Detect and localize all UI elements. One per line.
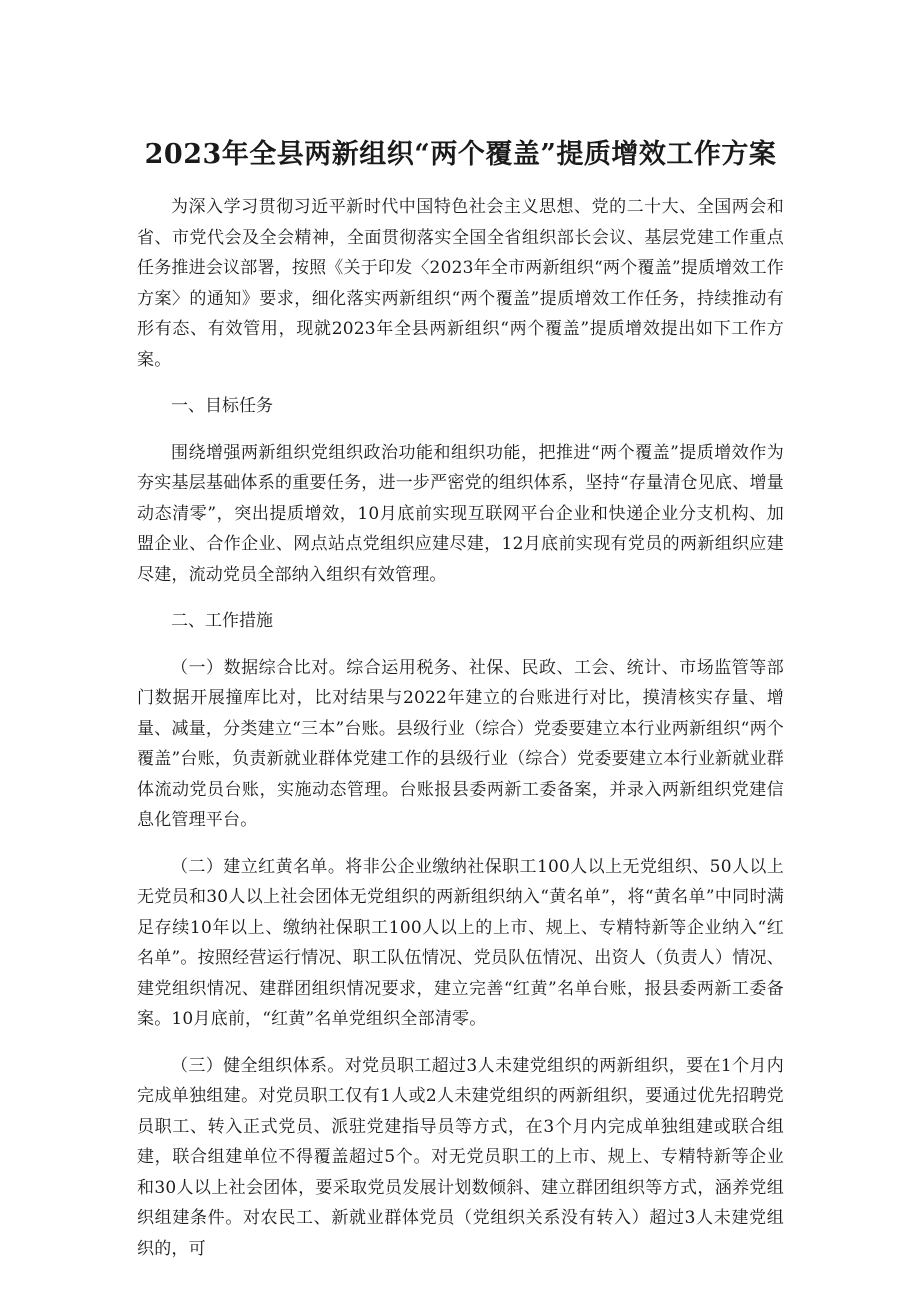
measure-organization-system: （三）健全组织体系。对党员职工超过3人未建党组织的两新组织，要在1个月内完成单独组建。对党员职工仅有1人或2人未建党组织的两新组织，要通过优先招聘党员职工、转入正式党员、派驻党建指导员等方式，在3个月内完成单独组建或联合组建，联合组建单位不得覆盖超过5个。对无党员职工的上市、规上、专精特新等企业和30人以上社会团体，要采取党员发展计划数倾斜、建立群团组织等方式，涵养党组织组建条件。对农民工、新就业群体党员（党组织关系没有转入）超过3人未建党组织的，可 (137, 1055, 784, 1259)
document-title: 2023年全县两新组织“两个覆盖”提质增效工作方案 (144, 139, 777, 170)
intro-paragraph: 为深入学习贯彻习近平新时代中国特色社会主义思想、党的二十大、全国两会和省、市党代会及全会精神，全面贯彻落实全国全省组织部长会议、基层党建工作重点任务推进会议部署，按照《关于印发〈2023年全市两新组织“两个覆盖”提质增效工作方案〉的通知》要求，细化落实两新组织“两个覆盖”提质增效工作任务，持续推动有形有态、有效管用，现就2023年全县两新组织“两个覆盖”提质增效提出如下工作方案。 (137, 197, 784, 370)
measure-data-comparison: （一）数据综合比对。综合运用税务、社保、民政、工会、统计、市场监管等部门数据开展撞库比对，比对结果与2022年建立的台账进行对比，摸清核实存量、增量、减量，分类建立“三本”台账。县级行业（综合）党委要建立本行业两新组织“两个覆盖”台账，负责新就业群体党建工作的县级行业（综合）党委要建立本行业新就业群体流动党员台账，实施动态管理。台账报县委两新工委备案，并录入两新组织党建信息化管理平台。 (137, 657, 784, 830)
goals-paragraph: 围绕增强两新组织党组织政治功能和组织功能，把推进“两个覆盖”提质增效作为夯实基层基础体系的重要任务，进一步严密党的组织体系，坚持“存量清仓见底、增量动态清零”，突出提质增效，10月底前实现互联网平台企业和快递企业分支机构、加盟企业、合作企业、网点站点党组织应建尽建，12月底前实现有党员的两新组织应建尽建，流动党员全部纳入组织有效管理。 (137, 442, 784, 585)
section-heading-goals: 一、目标任务 (171, 396, 273, 416)
measure-red-yellow-list: （二）建立红黄名单。将非公企业缴纳社保职工100人以上无党组织、50人以上无党员和30人以上社会团体无党组织的两新组织纳入“黄名单”，将“黄名单”中同时满足存续10年以上、缴纳社保职工100人以上的上市、规上、专精特新等企业纳入“红名单”。按照经营运行情况、职工队伍情况、党员队伍情况、出资人（负责人）情况、建党组织情况、建群团组织情况要求，建立完善“红黄”名单台账，报县委两新工委备案。10月底前，“红黄”名单党组织全部清零。 (137, 856, 784, 1029)
section-heading-measures: 二、工作措施 (171, 611, 273, 631)
